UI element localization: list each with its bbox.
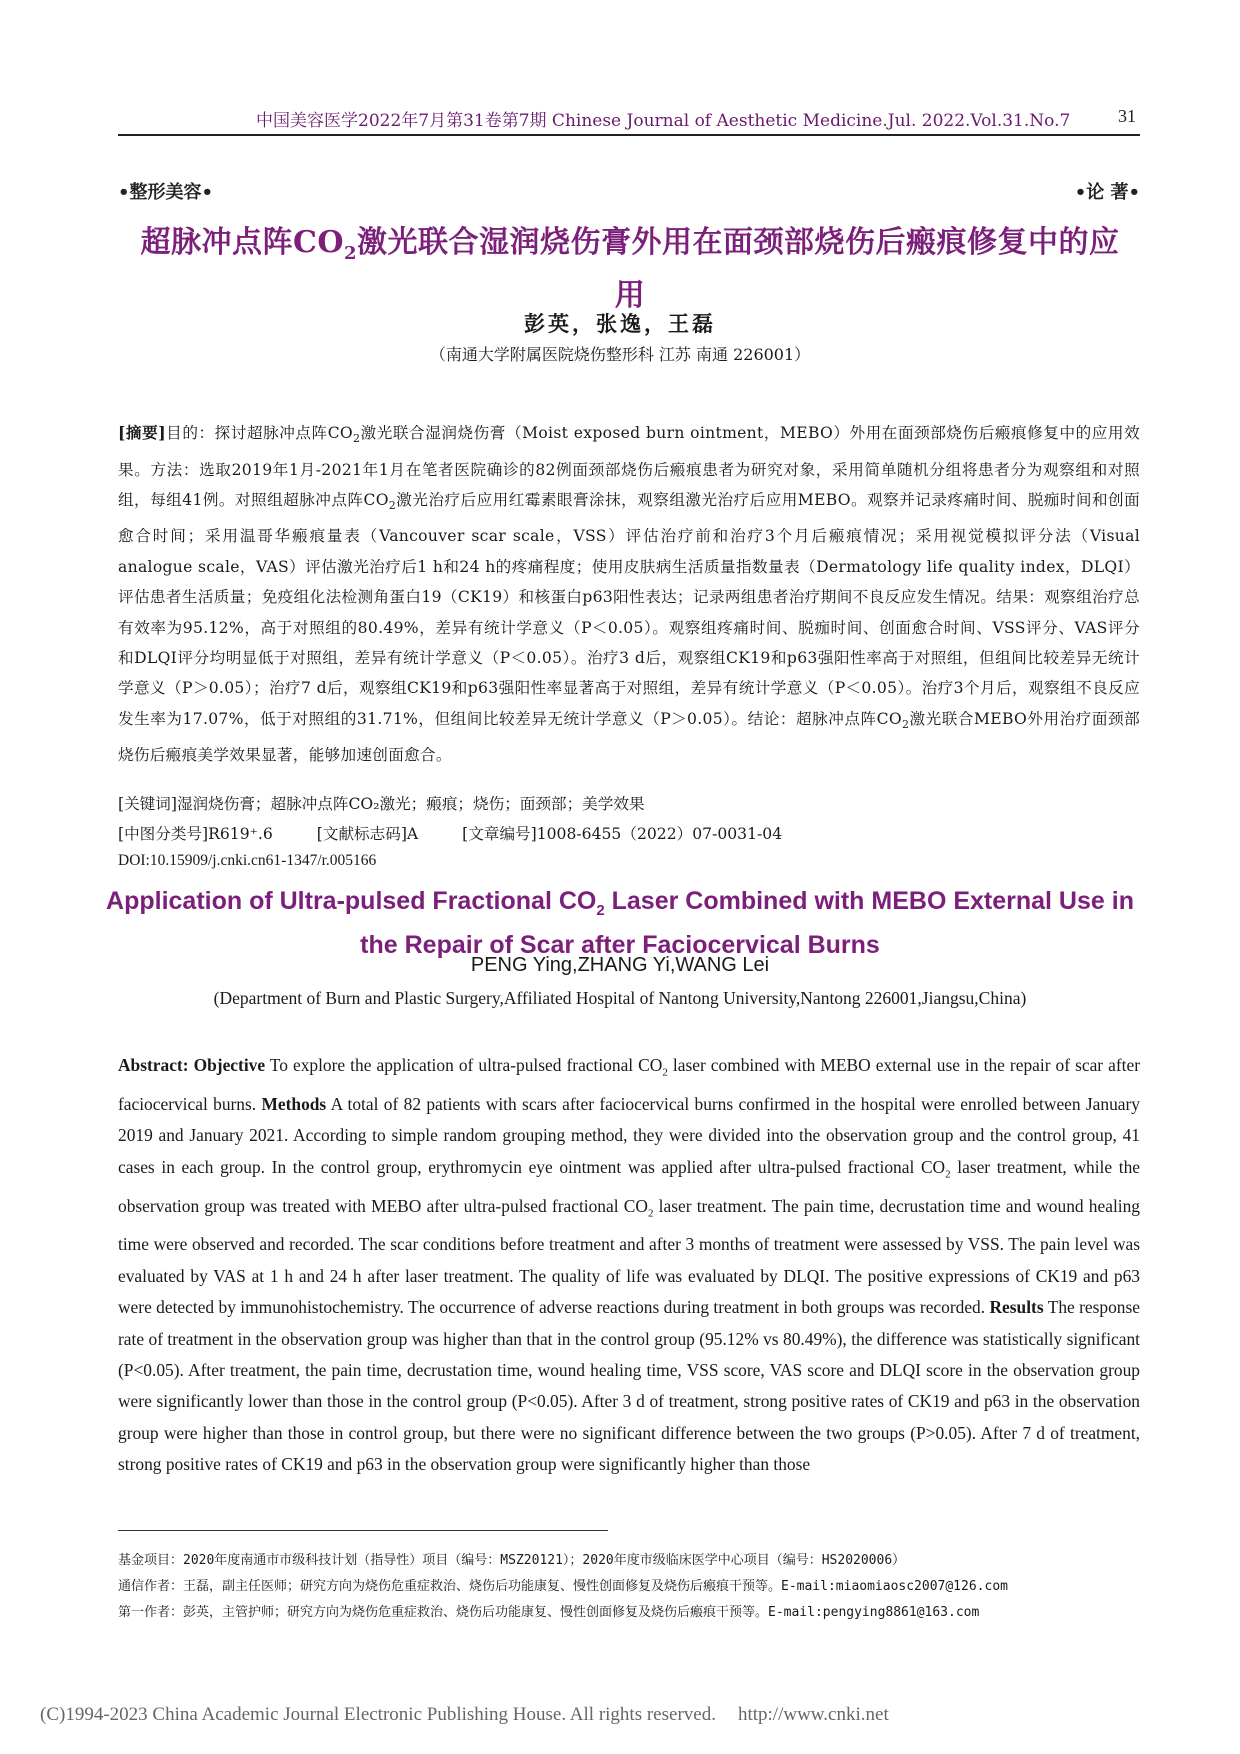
article-number-value: 1008-6455（2022）07-0031-04 xyxy=(536,825,783,843)
chinese-title xyxy=(130,222,1130,317)
chinese-title-part2: 激光联合湿润烧伤膏外用在面颈部烧伤后瘢痕修复中的应用 xyxy=(357,225,1120,313)
keywords-text: 湿润烧伤膏；超脉冲点阵CO₂激光；瘢痕；烧伤；面颈部；美学效果 xyxy=(176,795,645,813)
english-abstract-part5: laser treatment. The pain time, decrustation time and wound healing time were observed and recorded. The scar conditions before treatment and after 3 months of treatment were assessed by VSS. The pain level was evaluated by VAS at 1 h and 24 h after laser treatment. The quality of life was evaluated by DLQI. The positive expressions of CK19 and p63 were detected by immunohistochemistry. The occurrence of adverse reactions during treatment in both groups was recorded. xyxy=(118,1195,1140,1318)
copyright-url[interactable]: http://www.cnki.net xyxy=(737,1704,889,1725)
chinese-abstract-part2: 激光联合湿润烧伤膏（Moist exposed burn ointment，MEBO）外用在面颈部烧伤后瘢痕修复中的应用效果。方法：选取2019年1月-2021年1月在笔者医院确诊的82例面颈部烧伤后瘢痕患者为研究对象，采用简单随机分组将患者分为观察组和对照组，每组41例。对照组超脉冲点阵CO xyxy=(118,424,1140,509)
article-number-label: [文章编号] xyxy=(462,825,537,843)
english-abstract-part6: The response rate of treatment in the observation group was higher than that in the control group (95.12% vs 80.49%), the difference was statistically significant (P<0.05). After treatment, the pain time, decrustation time, wound healing time, VSS score, VAS score and DLQI score in the observation group were significantly lower than those in the control group (P<0.05). After 3 d of treatment, strong positive rates of CK19 and p63 in the observation group were higher than those in control group, but there were no significant difference between the two groups (P>0.05). After 7 d of treatment, strong positive rates of CK19 and p63 in the observation group were significantly higher than those xyxy=(118,1297,1140,1475)
clc-label: [中图分类号] xyxy=(118,825,209,843)
keywords xyxy=(118,792,645,814)
clc-value: R619⁺.6 xyxy=(208,825,273,843)
english-title-part1: Application of Ultra-pulsed Fractional CO xyxy=(106,887,597,915)
methods-label: Methods xyxy=(261,1093,327,1114)
english-affiliation: (Department of Burn and Plastic Surgery,Affiliated Hospital of Nantong University,Nantong 226001,Jiangsu,China) xyxy=(213,988,1027,1008)
copyright-notice xyxy=(40,1704,889,1726)
co2-subscript: 2 xyxy=(901,717,910,731)
footnote-fund: 基金项目：2020年度南通市市级科技计划（指导性）项目（编号：MSZ20121）；2020年度市级临床医学中心项目（编号：HS2020006） xyxy=(118,1553,906,1568)
co2-subscript: 2 xyxy=(662,1066,668,1079)
running-header xyxy=(118,104,1140,136)
co2-subscript: 2 xyxy=(945,1168,951,1181)
english-title xyxy=(100,884,1140,962)
english-abstract-part3: A total of 82 patients with scars after faciocervical burns confirmed in the hospital were enrolled between January 2019 and January 2021. According to simple random grouping method, they were divided into the observation group and the control group, 41 cases in each group. In the control group, erythromycin eye ointment was applied after ultra-pulsed fractional CO xyxy=(118,1093,1140,1177)
english-abstract xyxy=(118,1050,1140,1481)
results-label: Results xyxy=(989,1297,1044,1318)
journal-citation: 中国美容医学2022年7月第31卷第7期 Chinese Journal of Aesthetic Medicine.Jul. 2022.Vol.31.No.7 xyxy=(256,111,1071,131)
chinese-abstract xyxy=(118,418,1140,771)
chinese-title-subscript: 2 xyxy=(343,243,358,264)
footnotes xyxy=(118,1548,1148,1626)
chinese-abstract-label: [摘要] xyxy=(118,423,166,442)
co2-subscript: 2 xyxy=(388,499,397,513)
english-abstract-part4: laser treatment, while the observation group was treated with MEBO after ultra-pulsed fractional CO xyxy=(118,1156,1140,1216)
english-title-part2: Laser Combined with MEBO External Use in the Repair of Scar after Faciocervical Burns xyxy=(360,887,1134,959)
chinese-abstract-part3: 激光治疗后应用红霉素眼膏涂抹，观察组激光治疗后应用MEBO。观察并记录疼痛时间、脱痂时间和创面愈合时间；采用温哥华瘢痕量表（Vancouver scar scale，VSS）评估治疗前和治疗3个月后瘢痕情况；采用视觉模拟评分法（Visual analogue scale，VAS）评估激光治疗后1 h和24 h的疼痛程度；使用皮肤病生活质量指数量表（Dermatology life quality index，DLQI）评估患者生活质量；免疫组化法检测角蛋白19（CK19）和核蛋白p63阳性表达；记录两组患者治疗期间不良反应发生情况。结果：观察组治疗总有效率为95.12%，高于对照组的80.49%，差异有统计学意义（P＜0.05）。观察组疼痛时间、脱痂时间、创面愈合时间、VSS评分、VAS评分和DLQI评分均明显低于对照组，差异有统计学意义（P＜0.05）。治疗3 d后，观察组CK19和p63强阳性率高于对照组，但组间比较差异无统计学意义（P＞0.05）；治疗7 d后，观察组CK19和p63强阳性率显著高于对照组，差异有统计学意义（P＜0.05）。治疗3个月后，观察组不良反应发生率为17.07%，低于对照组的31.71%，但组间比较差异无统计学意义（P＞0.05）。结论：超脉冲点阵CO xyxy=(118,490,1140,728)
chinese-affiliation: （南通大学附属医院烧伤整形科 江苏 南通 226001） xyxy=(429,345,811,364)
chinese-authors: 彭英，张逸，王磊 xyxy=(524,311,716,336)
objective-label: Objective xyxy=(193,1055,266,1075)
chinese-abstract-part1: 目的：探讨超脉冲点阵CO xyxy=(165,424,354,442)
section-label-left: •整形美容• xyxy=(118,182,214,203)
doccode-label: [文献标志码] xyxy=(316,825,407,843)
english-abstract-part2: laser combined with MEBO external use in the repair of scar after faciocervical burns. xyxy=(118,1055,1141,1114)
english-abstract-label: Abstract: xyxy=(118,1055,189,1075)
footnote-divider xyxy=(118,1530,608,1531)
co2-subscript: 2 xyxy=(647,1207,654,1220)
page-number: 31 xyxy=(1118,106,1136,126)
copyright-text: (C)1994-2023 China Academic Journal Electronic Publishing House. All rights reserved. xyxy=(40,1704,716,1725)
chinese-abstract-part4: 激光联合MEBO外用治疗面颈部烧伤后瘢痕美学效果显著，能够加速创面愈合。 xyxy=(118,709,1140,765)
classification-line xyxy=(118,822,782,844)
english-authors: PENG Ying,ZHANG Yi,WANG Lei xyxy=(470,954,770,976)
doccode-value: A xyxy=(406,825,419,843)
doi: DOI:10.15909/j.cnki.cn61-1347/r.005166 xyxy=(118,852,377,869)
footnote-first-author: 第一作者：彭英，主管护师；研究方向为烧伤危重症救治、烧伤后功能康复、慢性创面修复及烧伤后瘢痕干预等。E-mail:pengying8861@163.com xyxy=(118,1605,980,1620)
footnote-corresponding-author: 通信作者：王磊，副主任医师；研究方向为烧伤危重症救治、烧伤后功能康复、慢性创面修复及烧伤后瘢痕干预等。E-mail:miaomiaosc2007@126.com xyxy=(118,1579,1008,1594)
section-label-right: •论 著• xyxy=(1074,182,1140,203)
keywords-label: [关键词] xyxy=(118,795,177,813)
chinese-title-part1: 超脉冲点阵CO xyxy=(140,225,344,260)
english-title-subscript: 2 xyxy=(596,902,605,919)
english-abstract-part1: To explore the application of ultra-pulsed fractional CO xyxy=(265,1055,663,1075)
co2-subscript: 2 xyxy=(353,432,361,446)
